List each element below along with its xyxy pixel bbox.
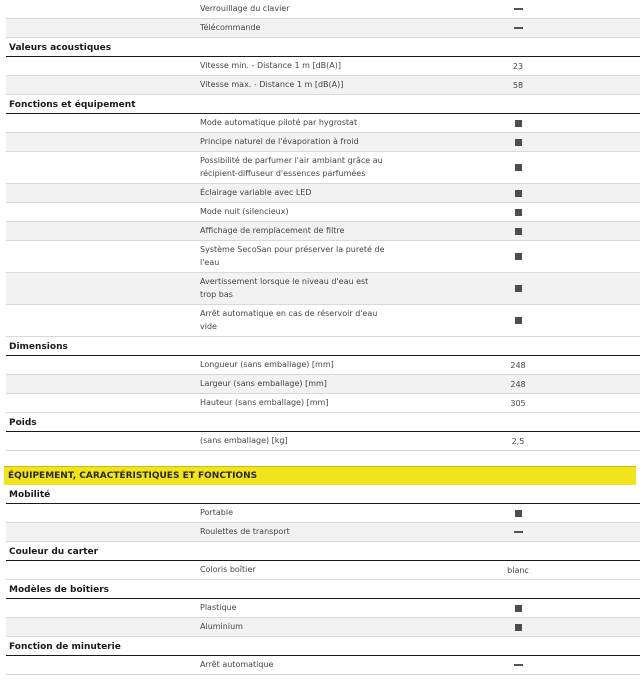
not-available-icon xyxy=(506,528,530,537)
spec-label: Avertissement lorsque le niveau d'eau est trop bas xyxy=(200,277,369,299)
spec-value: 2,5 xyxy=(511,436,525,446)
spec-label: Mode nuit (silencieux) xyxy=(200,206,289,216)
included-icon xyxy=(506,509,530,518)
spec-value: 248 xyxy=(510,360,526,370)
spec-row-mode-automatique-pilote-par-hygrostat xyxy=(6,114,640,133)
filled-square-icon xyxy=(515,190,522,197)
filled-square-icon xyxy=(515,285,522,292)
spec-label: Longueur (sans emballage) [mm] xyxy=(200,359,334,369)
spec-row-coloris-boitier xyxy=(6,561,640,580)
section-header-valeurs-acoustiques xyxy=(6,38,640,57)
spec-groups-bottom xyxy=(0,485,642,675)
dash-icon xyxy=(514,664,523,665)
section-header-dimensions xyxy=(6,337,640,356)
section-title: Valeurs acoustiques xyxy=(9,43,112,53)
filled-square-icon xyxy=(515,209,522,216)
spec-label: Vitesse min. - Distance 1 m [dB(A)] xyxy=(200,60,341,70)
included-icon xyxy=(506,623,530,632)
spec-value: blanc xyxy=(507,565,529,575)
spec-label: Coloris boîtier xyxy=(200,564,256,574)
spec-row-hauteur-sans-emballage-mm xyxy=(6,394,640,413)
spec-value: 58 xyxy=(512,80,524,90)
spec-row-plastique xyxy=(6,599,640,618)
spec-row-affichage-de-remplacement-de-filtre xyxy=(6,222,640,241)
spec-label: Hauteur (sans emballage) [mm] xyxy=(200,397,329,407)
spec-label: Roulettes de transport xyxy=(200,526,290,536)
section-header-modeles-de-boitiers xyxy=(6,580,640,599)
spec-label: Arrêt automatique en cas de réservoir d'eau vide xyxy=(200,309,378,331)
section-title: Mobilité xyxy=(9,490,51,500)
filled-square-icon xyxy=(515,605,522,612)
included-icon xyxy=(506,163,530,172)
section-title: Poids xyxy=(9,418,37,428)
spec-label: Possibilité de parfumer l'air ambiant grâce au récipient-diffuseur d'essences parfumées xyxy=(200,156,383,178)
included-icon xyxy=(506,252,530,261)
spec-row-mode-nuit-silencieux xyxy=(6,203,640,222)
spec-label: Portable xyxy=(200,507,233,517)
spec-value: 23 xyxy=(512,61,524,71)
section-gap xyxy=(0,451,642,466)
spec-row-vitesse-max-distance-1-m-db-a xyxy=(6,76,640,95)
spec-label: Mode automatique piloté par hygrostat xyxy=(200,117,358,127)
section-title: Dimensions xyxy=(9,342,68,352)
spec-label: Système SecoSan pour préserver la pureté de l'eau xyxy=(200,245,385,267)
spec-row-arret-automatique-en-cas-de-reservoir-d- xyxy=(6,305,640,337)
spec-row-possibilite-de-parfumer-l-air-ambiant-gr xyxy=(6,152,640,184)
filled-square-icon xyxy=(515,164,522,171)
included-icon xyxy=(506,316,530,325)
spec-row-portable xyxy=(6,504,640,523)
filled-square-icon xyxy=(515,624,522,631)
section-title: Fonctions et équipement xyxy=(9,100,136,110)
not-available-icon xyxy=(506,24,530,33)
equipment-banner-title: ÉQUIPEMENT, CARACTÉRISTIQUES ET FONCTIONS xyxy=(8,471,258,481)
spec-label: Largeur (sans emballage) [mm] xyxy=(200,378,327,388)
spec-label: Arrêt automatique xyxy=(200,659,274,669)
spec-label: Aluminium xyxy=(200,621,243,631)
spec-row-aluminium xyxy=(6,618,640,637)
spec-row-arret-automatique xyxy=(6,656,640,675)
filled-square-icon xyxy=(515,510,522,517)
spec-row-vitesse-min-distance-1-m-db-a xyxy=(6,57,640,76)
spec-label: (sans emballage) [kg] xyxy=(200,435,288,445)
spec-label: Éclairage variable avec LED xyxy=(200,187,312,197)
filled-square-icon xyxy=(515,253,522,260)
included-icon xyxy=(506,227,530,236)
spec-label: Vitesse max. - Distance 1 m [dB(A)] xyxy=(200,79,344,89)
spec-row-longueur-sans-emballage-mm xyxy=(6,356,640,375)
included-icon xyxy=(506,604,530,613)
section-title: Fonction de minuterie xyxy=(9,642,121,652)
equipment-banner xyxy=(4,466,636,485)
spec-row-telecommande xyxy=(6,19,640,38)
section-title: Couleur du carter xyxy=(9,547,99,557)
spec-label: Principe naturel de l'évaporation à froid xyxy=(200,136,359,146)
included-icon xyxy=(506,138,530,147)
filled-square-icon xyxy=(515,228,522,235)
spec-row-eclairage-variable-avec-led xyxy=(6,184,640,203)
section-header-couleur-du-carter xyxy=(6,542,640,561)
spec-row-sans-emballage-kg xyxy=(6,432,640,451)
not-available-icon xyxy=(506,5,530,14)
filled-square-icon xyxy=(515,317,522,324)
section-header-poids xyxy=(6,413,640,432)
filled-square-icon xyxy=(515,120,522,127)
section-title: Modèles de boîtiers xyxy=(9,585,110,595)
spec-row-verrouillage-du-clavier xyxy=(6,0,640,19)
spec-label: Plastique xyxy=(200,602,237,612)
spec-value: 248 xyxy=(510,379,526,389)
spec-label: Télécommande xyxy=(200,22,261,32)
section-header-fonction-de-minuterie xyxy=(6,637,640,656)
included-icon xyxy=(506,284,530,293)
included-icon xyxy=(506,208,530,217)
spec-row-avertissement-lorsque-le-niveau-d-eau-es xyxy=(6,273,640,305)
section-header-mobilite xyxy=(6,485,640,504)
dash-icon xyxy=(514,8,523,9)
spec-row-principe-naturel-de-l-evaporation-a-froi xyxy=(6,133,640,152)
dash-icon xyxy=(514,531,523,532)
spec-row-largeur-sans-emballage-mm xyxy=(6,375,640,394)
spec-label: Verrouillage du clavier xyxy=(200,3,290,13)
spec-label: Affichage de remplacement de filtre xyxy=(200,225,345,235)
dash-icon xyxy=(514,27,523,28)
filled-square-icon xyxy=(515,139,522,146)
included-icon xyxy=(506,119,530,128)
spec-value: 305 xyxy=(510,398,526,408)
spec-row-roulettes-de-transport xyxy=(6,523,640,542)
spec-row-systeme-secosan-pour-preserver-la-purete xyxy=(6,241,640,273)
included-icon xyxy=(506,189,530,198)
not-available-icon xyxy=(506,661,530,670)
section-header-fonctions-et-equipement xyxy=(6,95,640,114)
